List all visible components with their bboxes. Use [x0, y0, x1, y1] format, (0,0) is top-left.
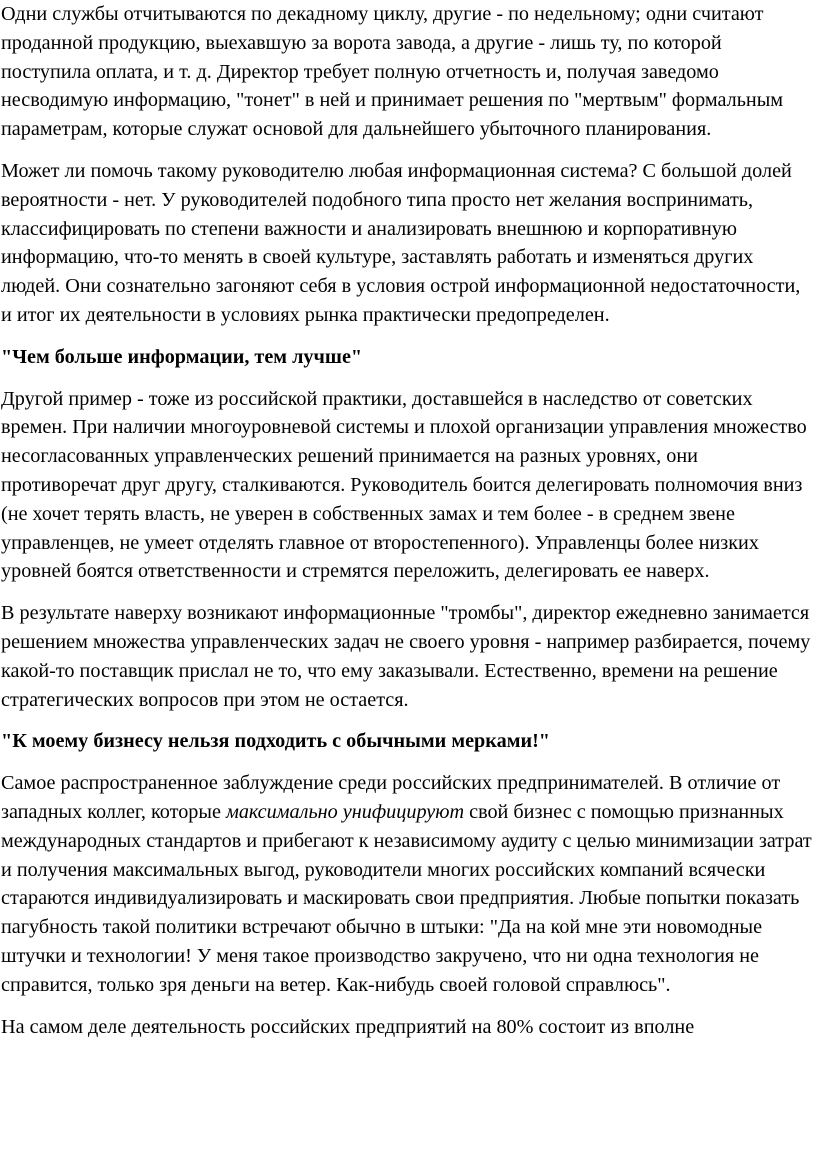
paragraph-3: Другой пример - тоже из российской практики, доставшейся в наследство от советских времен. При наличии многоуровневой системы и плохой организации управления множество несогласованных управленческих решений принимается на разных уровнях, они противоречат друг другу, сталкиваются. Руководитель боится делегировать полномочия вниз (не хочет терять власть, не уверен в собственных замах и тем более - в среднем звене управленцев, не умеет отделять главное от второстепенного). Управленцы более низких уровней боятся ответственности и стремятся переложить, делегировать ее наверх.: [1, 387, 807, 583]
document-page: [1, 0, 815, 1054]
paragraph-5: [1, 769, 815, 999]
paragraph-5-text-end: свой бизнес с помощью признанных международных стандартов и прибегают к независимому аудиту с целью минимизации затрат и получения максимальных выгод, руководители многих российских компаний всячески стараются индивидуализировать и маскировать свои предприятия. Любые попытки показать пагубность такой политики встречают обычно в штыки: "Да на кой мне эти новомодные штучки и технологии! У меня такое производство закручено, что ни одна технология не справится, только зря деньги на ветер. Как-нибудь своей головой справлюсь".: [1, 800, 812, 996]
paragraph-6: На самом деле деятельность российских предприятий на 80% состоит из вполне: [1, 1015, 695, 1038]
section-heading-2: "К моему бизнесу нельзя подходить с обычными мерками!": [1, 730, 551, 753]
paragraph-5-text-start: Самое распространенное заблуждение среди российских предпринимателей. В отличие от западных коллег, которые: [1, 772, 781, 823]
section-heading-1: "Чем больше информации, тем лучше": [1, 345, 363, 368]
paragraph-2: Может ли помочь такому руководителю любая информационная система? С большой долей вероятности - нет. У руководителей подобного типа просто нет желания воспринимать, классифицировать по степени важности и анализировать внешнюю и корпоративную информацию, что-то менять в своей культуре, заставлять работать и изменяться других людей. Они сознательно загоняют себя в условия острой информационной недостаточности, и итог их деятельности в условиях рынка практически предопределен.: [1, 159, 801, 326]
paragraph-1: Одни службы отчитываются по декадному циклу, другие - по недельному; одни считают проданной продукцию, выехавшую за ворота завода, а другие - лишь ту, по которой поступила оплата, и т. д. Директор требует полную отчетность и, получая заведомо несводимую информацию, "тонет" в ней и принимает решения по "мертвым" формальным параметрам, которые служат основой для дальнейшего убыточного планирования.: [1, 3, 784, 141]
paragraph-5-emphasis: максимально унифицируют: [225, 800, 465, 823]
paragraph-4: В результате наверху возникают информационные "тромбы", директор ежедневно занимается решением множества управленческих задач не своего уровня - например разбирается, почему какой-то поставщик прислал не то, что ему заказывали. Естественно, времени на решение стратегических вопросов при этом не остается.: [1, 602, 811, 711]
